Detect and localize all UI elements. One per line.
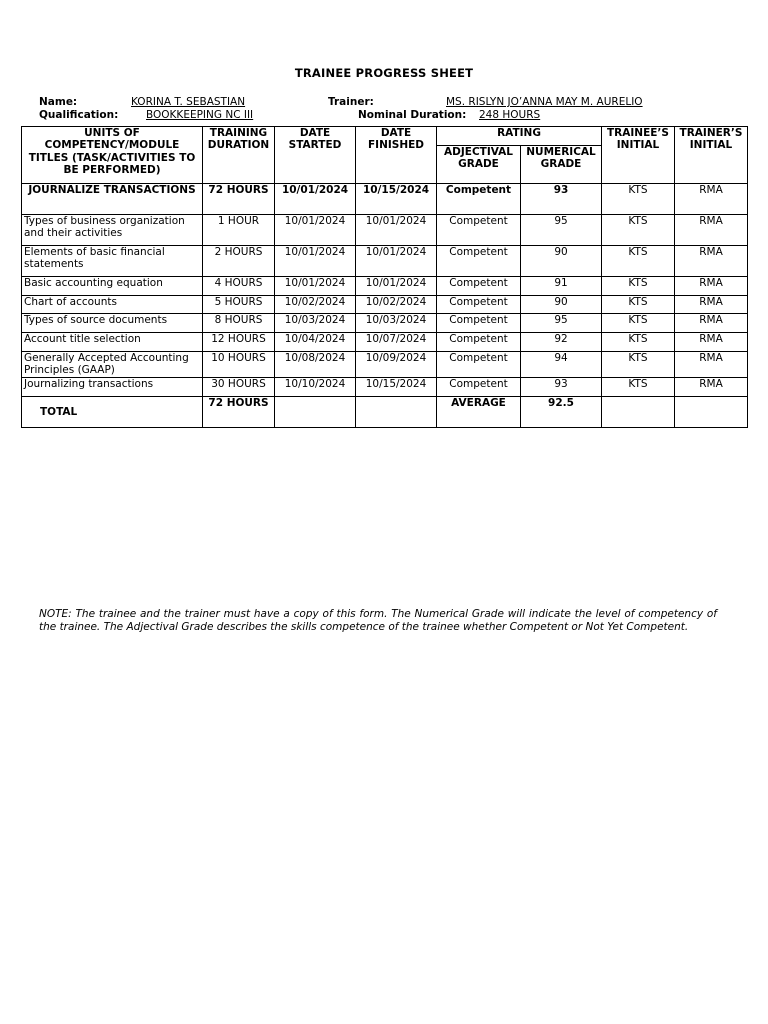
numerical-grade: 95	[521, 314, 602, 333]
average-value: 92.5	[521, 396, 602, 427]
training-duration: 10 HOURS	[203, 352, 275, 378]
training-duration: 8 HOURS	[203, 314, 275, 333]
date-started: 10/04/2024	[275, 333, 356, 352]
task-title: Elements of basic financial statements	[22, 246, 203, 277]
adjectival-grade: Competent	[437, 352, 521, 378]
unit-title: JOURNALIZE TRANSACTIONS	[22, 184, 203, 215]
date-started: 10/10/2024	[275, 377, 356, 396]
header-units: UNITS OF COMPETENCY/MODULE TITLES (TASK/ACTIVITIES TO BE PERFORMED)	[22, 127, 203, 184]
trainer-label: Trainer:	[328, 96, 374, 108]
numerical-grade: 90	[521, 246, 602, 277]
task-title: Chart of accounts	[22, 296, 203, 314]
total-row	[22, 396, 748, 427]
note-text: NOTE: The trainee and the trainer must have a copy of this form. The Numerical Grade will indicate the level of competency of the trainee. The Adjectival Grade describes the skills competence of the trainee whether Competent or Not Yet Competent.	[39, 608, 717, 633]
table-row	[22, 246, 748, 277]
trainer-initial: RMA	[675, 296, 748, 314]
training-duration: 2 HOURS	[203, 246, 275, 277]
date-finished: 10/15/2024	[356, 184, 437, 215]
numerical-grade: 92	[521, 333, 602, 352]
numerical-grade: 90	[521, 296, 602, 314]
name-label: Name:	[39, 96, 78, 108]
training-duration: 72 HOURS	[203, 184, 275, 215]
header-rating: RATING	[437, 127, 602, 146]
date-finished: 10/01/2024	[356, 246, 437, 277]
header-numerical-grade: NUMERICAL GRADE	[521, 146, 602, 184]
date-finished: 10/02/2024	[356, 296, 437, 314]
adjectival-grade: Competent	[437, 246, 521, 277]
task-title: Types of source documents	[22, 314, 203, 333]
adjectival-grade: Competent	[437, 215, 521, 246]
trainer-initial: RMA	[675, 377, 748, 396]
trainee-initial: KTS	[602, 314, 675, 333]
date-finished: 10/01/2024	[356, 277, 437, 296]
trainee-initial: KTS	[602, 215, 675, 246]
date-started: 10/01/2024	[275, 215, 356, 246]
trainer-initial: RMA	[675, 246, 748, 277]
training-duration: 12 HOURS	[203, 333, 275, 352]
table-row	[22, 296, 748, 314]
date-started: 10/03/2024	[275, 314, 356, 333]
qualification-value: BOOKKEEPING NC III	[146, 109, 254, 121]
total-empty-cell	[675, 396, 748, 427]
adjectival-grade: Competent	[437, 184, 521, 215]
header-date-finished: DATE FINISHED	[356, 127, 437, 184]
adjectival-grade: Competent	[437, 377, 521, 396]
average-label: AVERAGE	[437, 396, 521, 427]
table-row	[22, 277, 748, 296]
header-adjectival-grade: ADJECTIVAL GRADE	[437, 146, 521, 184]
trainer-initial: RMA	[675, 277, 748, 296]
header-date-started: DATE STARTED	[275, 127, 356, 184]
trainer-initial: RMA	[675, 215, 748, 246]
date-finished: 10/03/2024	[356, 314, 437, 333]
training-duration: 4 HOURS	[203, 277, 275, 296]
numerical-grade: 95	[521, 215, 602, 246]
trainee-initial: KTS	[602, 296, 675, 314]
trainer-value: MS. RISLYN JO’ANNA MAY M. AURELIO	[446, 96, 643, 108]
date-started: 10/08/2024	[275, 352, 356, 378]
document-title: TRAINEE PROGRESS SHEET	[294, 66, 474, 80]
date-started: 10/01/2024	[275, 277, 356, 296]
training-duration: 5 HOURS	[203, 296, 275, 314]
adjectival-grade: Competent	[437, 314, 521, 333]
table-row	[22, 333, 748, 352]
trainee-initial: KTS	[602, 333, 675, 352]
trainer-initial: RMA	[675, 333, 748, 352]
trainee-initial: KTS	[602, 377, 675, 396]
table-row	[22, 314, 748, 333]
date-finished: 10/15/2024	[356, 377, 437, 396]
training-duration: 1 HOUR	[203, 215, 275, 246]
training-duration: 30 HOURS	[203, 377, 275, 396]
trainer-initial: RMA	[675, 184, 748, 215]
nominal-duration-value: 248 HOURS	[479, 109, 541, 121]
nominal-duration-label: Nominal Duration:	[358, 109, 467, 121]
header-trainee-initial: TRAINEE’S INITIAL	[602, 127, 675, 184]
task-title: Basic accounting equation	[22, 277, 203, 296]
adjectival-grade: Competent	[437, 296, 521, 314]
total-empty-cell	[275, 396, 356, 427]
total-empty-cell	[356, 396, 437, 427]
table-row	[22, 377, 748, 396]
total-label: TOTAL	[22, 396, 203, 427]
adjectival-grade: Competent	[437, 277, 521, 296]
date-started: 10/02/2024	[275, 296, 356, 314]
task-title: Types of business organization and their activities	[22, 215, 203, 246]
date-started: 10/01/2024	[275, 184, 356, 215]
trainer-initial: RMA	[675, 352, 748, 378]
trainee-initial: KTS	[602, 184, 675, 215]
table-row	[22, 352, 748, 378]
numerical-grade: 93	[521, 184, 602, 215]
numerical-grade: 94	[521, 352, 602, 378]
trainee-initial: KTS	[602, 352, 675, 378]
header-trainer-initial: TRAINER’S INITIAL	[675, 127, 748, 184]
total-empty-cell	[602, 396, 675, 427]
task-title: Account title selection	[22, 333, 203, 352]
trainer-initial: RMA	[675, 314, 748, 333]
task-title: Generally Accepted Accounting Principles (GAAP)	[22, 352, 203, 378]
progress-table	[21, 126, 748, 428]
numerical-grade: 93	[521, 377, 602, 396]
total-duration: 72 HOURS	[203, 396, 275, 427]
table-row	[22, 215, 748, 246]
trainee-initial: KTS	[602, 277, 675, 296]
table-row	[22, 184, 748, 215]
date-finished: 10/09/2024	[356, 352, 437, 378]
qualification-label: Qualification:	[39, 109, 119, 121]
task-title: Journalizing transactions	[22, 377, 203, 396]
date-started: 10/01/2024	[275, 246, 356, 277]
date-finished: 10/07/2024	[356, 333, 437, 352]
date-finished: 10/01/2024	[356, 215, 437, 246]
adjectival-grade: Competent	[437, 333, 521, 352]
name-value: KORINA T. SEBASTIAN	[131, 96, 246, 108]
trainee-initial: KTS	[602, 246, 675, 277]
numerical-grade: 91	[521, 277, 602, 296]
header-training-duration: TRAINING DURATION	[203, 127, 275, 184]
